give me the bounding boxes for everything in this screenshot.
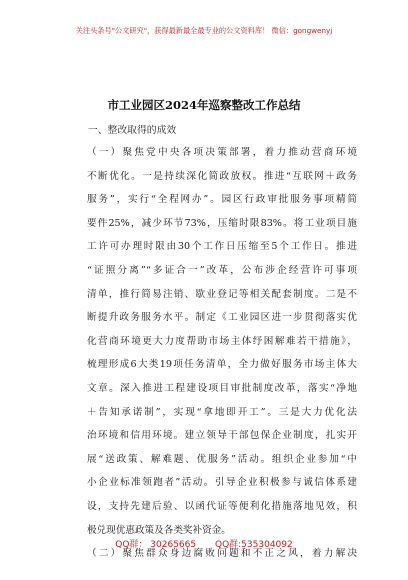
body-line: （一）聚焦党中央各项决策部署，着力推动营商环境 [87,147,357,158]
body-line: 极兑现优惠政策及各类奖补资金。 [87,524,231,536]
footer [0,537,408,550]
footer-qq-group-2: QQ群:535304092 [214,540,293,550]
section-heading: 一、整改取得的成效 [88,125,177,136]
document-title: 市工业园区2024年巡察整改工作总结 [107,98,301,112]
body-line: 不断优化。一是持续深化简政放权。推进“互联网＋政务 [87,170,357,182]
body-line: 化营商环境更大力度帮助市场主体纾困解难若干措施》， [87,335,357,347]
body-line: 小企业标准领跑者”活动。引导企业积极参与诚信体系建 [87,477,357,489]
body-line: 断提升政务服务水平。制定《工业园区进一步贯彻落实优 [87,312,357,324]
body-line: 要件25%，减少环节73%，压缩时限83%。将工业项目施 [87,217,357,229]
body-line: “证照分离”“多证合一”改革，公布涉企经营许可事项 [87,264,357,276]
body-line: 梳理形成6大类19项任务清单，全力做好服务市场主体大 [87,359,357,371]
body-line: 清单，推行简易注销、歇业登记等相关配套制度。二是不 [87,288,357,300]
document-body [87,141,357,566]
footer-qq-group-1: QQ群： 30265665 [115,540,197,550]
body-line: 治环境和信用环境。建立领导干部包保企业制度，扎实开 [87,430,357,442]
body-line: 设，支持先建后验、以函代证等便利化措施落地见效，积 [87,500,357,512]
body-line: 服务”，实行“全程网办”。园区行政审批服务事项精简 [87,194,357,206]
header-banner: 关注头条号"公文研究"，获得最新最全最专业的公文资料库！ 微信：gongwenyj [75,26,333,35]
body-line: 展“送政策、解难题、优服务”活动。组织企业参加“中 [87,453,357,465]
body-line: ＋告知承诺制”，实现“拿地即开工”。三是大力优化法 [87,406,357,418]
body-line: 文章。深入推进工程建设项目审批制度改革，落实“净地 [87,382,357,394]
body-line: 工许可办理时限由30个工作日压缩至5个工作日。推进 [87,241,357,253]
body-line: （二）聚焦群众身边腐败问题和不正之风，着力解决 [87,548,357,560]
